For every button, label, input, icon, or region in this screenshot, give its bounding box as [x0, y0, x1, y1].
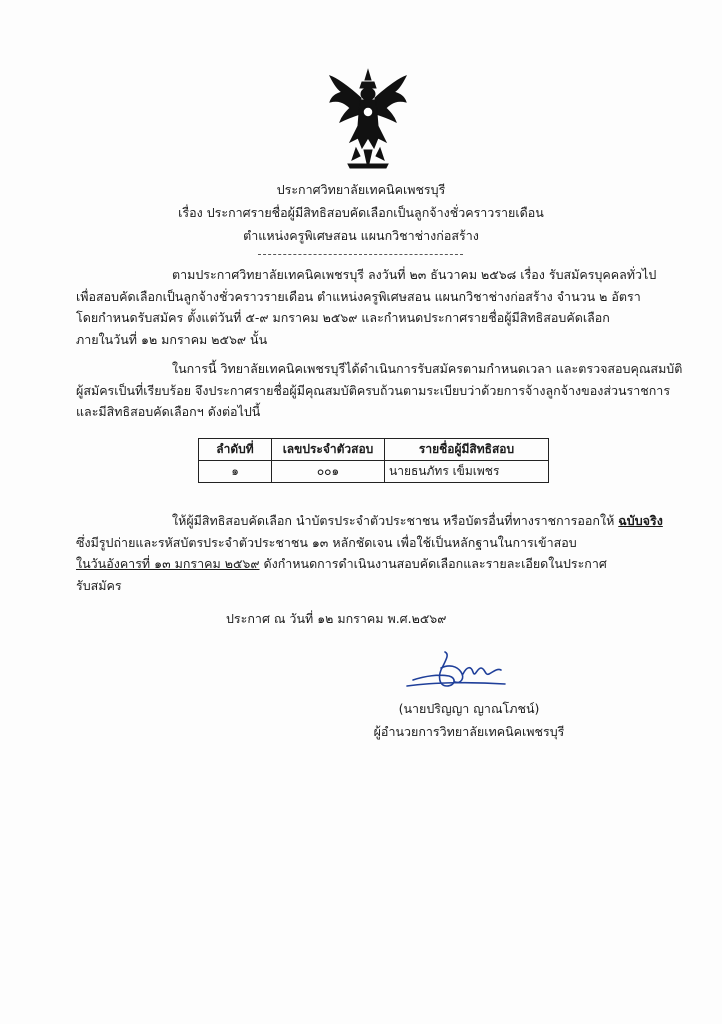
original-copy-emphasis: ฉบับจริง	[618, 513, 663, 528]
cell-exam-id: ๐๐๑	[272, 461, 385, 483]
paragraph-instructions	[76, 510, 663, 596]
announcement-subject: เรื่อง ประกาศรายชื่อผู้มีสิทธิสอบคัดเลือกเป็นลูกจ้างชั่วคราวรายเดือน	[178, 205, 544, 220]
column-header-name: รายชื่อผู้มีสิทธิสอบ	[385, 439, 549, 461]
paragraph-qualification	[76, 358, 683, 423]
paragraph-line	[76, 510, 663, 532]
paragraph-line	[76, 553, 648, 575]
paragraph-line: ซึ่งมีรูปถ่ายและรหัสบัตรประจำตัวประชาชน ๑๓ หลักชัดเจน เพื่อใช้เป็นหลักฐานในการเข้าสอบ	[76, 534, 577, 550]
paragraph-line: รับสมัคร	[76, 577, 122, 593]
garuda-emblem-icon	[328, 68, 408, 174]
instruction-text: ดังกำหนดการดำเนินงานสอบคัดเลือกและรายละเอียดในประกาศ	[259, 556, 607, 571]
announcement-position: ตำแหน่งครูพิเศษสอน แผนกวิชาช่างก่อสร้าง	[243, 228, 479, 243]
signer-title: ผู้อำนวยการวิทยาลัยเทคนิคเพชรบุรี	[373, 724, 565, 739]
table-row	[199, 461, 549, 483]
paragraph-line: ผู้สมัครเป็นที่เรียบร้อย จึงประกาศรายชื่อผู้มีคุณสมบัติครบถ้วนตามระเบียบว่าด้วยการจ้างลูกจ้างของส่วนราชการ	[76, 382, 671, 398]
announcement-title: ประกาศวิทยาลัยเทคนิคเพชรบุรี	[276, 182, 446, 197]
paragraph-line: เพื่อสอบคัดเลือกเป็นลูกจ้างชั่วคราวรายเดือน ตำแหน่งครูพิเศษสอน แผนกวิชาช่างก่อสร้าง จำนวน ๒ อัตรา	[76, 288, 641, 304]
paragraph-line: ในการนี้ วิทยาลัยเทคนิคเพชรบุรีได้ดำเนินการรับสมัครตามกำหนดเวลา และตรวจสอบคุณสมบัติ	[172, 361, 683, 376]
cell-name: นายธนภัทร เข็มเพชร	[385, 461, 549, 483]
cell-order: ๑	[199, 461, 272, 483]
signer-name: (นายปริญญา ญาณโภชน์)	[398, 701, 540, 716]
paragraph-background	[76, 264, 657, 350]
instruction-text: ให้ผู้มีสิทธิสอบคัดเลือก นำบัตรประจำตัวประชาชน หรือบัตรอื่นที่ทางราชการออกให้	[172, 513, 619, 528]
exam-date-emphasis: ในวันอังคารที่ ๑๓ มกราคม ๒๕๖๙	[76, 556, 260, 571]
column-header-order: ลำดับที่	[199, 439, 272, 461]
paragraph-line: ภายในวันที่ ๑๒ มกราคม ๒๕๖๙ นั้น	[76, 331, 268, 347]
column-header-exam-id: เลขประจำตัวสอบ	[272, 439, 385, 461]
handwritten-signature-icon	[405, 646, 525, 692]
announcement-date: ประกาศ ณ วันที่ ๑๒ มกราคม พ.ศ.๒๕๖๙	[226, 611, 447, 626]
candidate-table	[198, 438, 549, 483]
paragraph-line: และมีสิทธิสอบคัดเลือกฯ ดังต่อไปนี้	[76, 404, 261, 419]
paragraph-line: ตามประกาศวิทยาลัยเทคนิคเพชรบุรี ลงวันที่ ๒๓ ธันวาคม ๒๕๖๘ เรื่อง รับสมัครบุคคลทั่วไป	[172, 267, 657, 282]
header-divider	[258, 254, 463, 255]
table-header-row	[199, 439, 549, 461]
paragraph-line: โดยกำหนดรับสมัคร ตั้งแต่วันที่ ๕-๙ มกราคม ๒๕๖๙ และกำหนดประกาศรายชื่อผู้มีสิทธิสอบคัดเลือก	[76, 310, 610, 325]
